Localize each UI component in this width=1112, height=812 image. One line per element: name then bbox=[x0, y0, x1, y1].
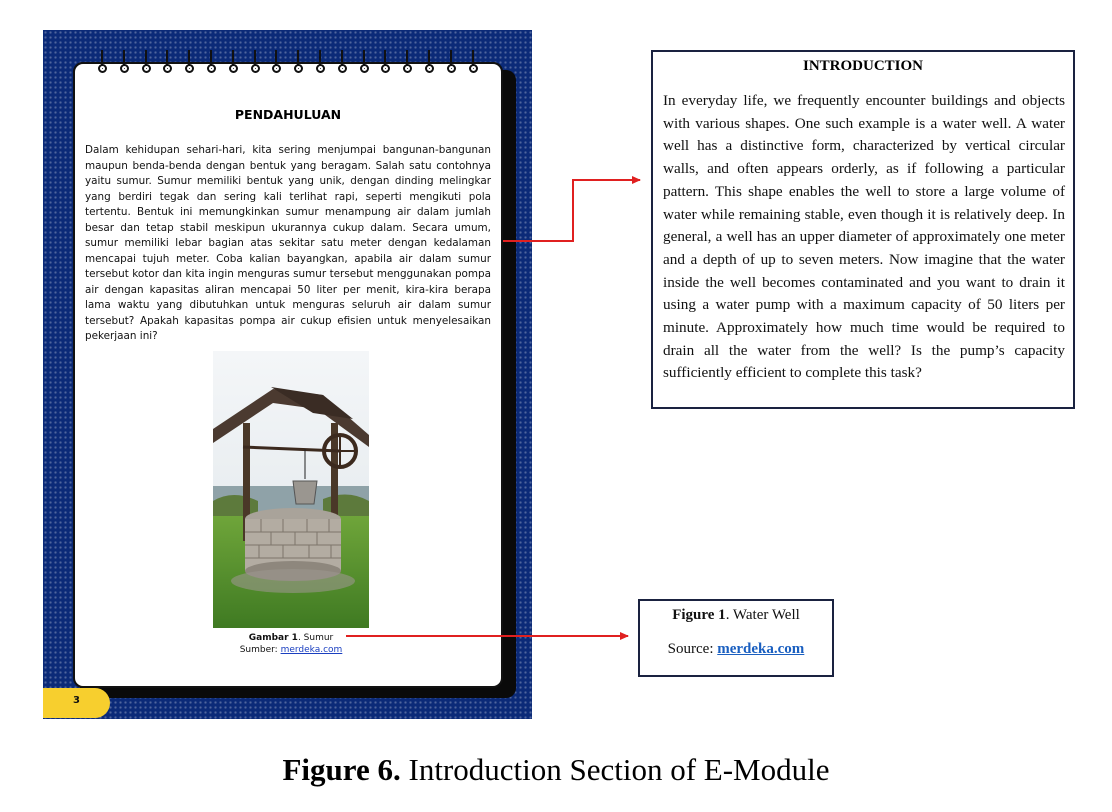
module-caption-label: Gambar 1 bbox=[248, 633, 298, 643]
translated-source-label: Source: bbox=[667, 641, 718, 657]
module-source-link[interactable]: merdeka.com bbox=[280, 645, 343, 655]
figure-title: Introduction Section of E-Module bbox=[400, 752, 830, 787]
module-title: PENDAHULUAN bbox=[234, 107, 342, 122]
translated-source-line bbox=[638, 641, 834, 658]
figure-number: Figure 6. bbox=[282, 752, 401, 787]
translated-source-link[interactable]: merdeka.com bbox=[717, 641, 805, 657]
translated-figure-caption bbox=[638, 607, 834, 624]
translated-figure-text: . Water Well bbox=[725, 607, 800, 623]
page-number: 3 bbox=[73, 695, 80, 706]
introduction-body: In everyday life, we frequently encounter buildings and objects with various shapes. One such example is a water well. A water well has a distinctive form, characterized by vertical circular walls, and often appears orderly, as if following a particular pattern. This shape enables the well to store a large volume of water while remaining stable, even though it is relatively deep. In general, a well has an upper diameter of approximately one meter and a depth of up to seven meters. Now imagine that the water inside the well becomes contaminated and you want to drain it using a water pump with a maximum capacity of 50 liters per minute. Approximately how much time would be required to drain all the water from the well? Is the pump’s capacity sufficiently efficient to complete this task? bbox=[663, 92, 1065, 382]
translated-figure-label: Figure 1 bbox=[672, 607, 726, 623]
module-source-label: Sumber: bbox=[239, 645, 281, 655]
module-caption-text: . Sumur bbox=[297, 633, 334, 643]
intro-arrow bbox=[503, 180, 640, 241]
introduction-title: INTRODUCTION bbox=[802, 58, 923, 74]
paper-figure-caption bbox=[0, 752, 1112, 788]
module-body-text: Dalam kehidupan sehari-hari, kita sering menjumpai bangunan-bangunan maupun benda-benda dengan bentuk yang beragam. Salah satu contohnya yaitu sumur. Sumur memiliki bentuk yang unik, dengan dinding melingkar yang berdiri tegak dan sering kali terlihat rapi, seperti mengikuti pola tertentu. Bentuk ini memungkinkan sumur menampung air dalam jumlah besar dan tetap stabil meskipun ukurannya cukup dalam. Secara umum, sumur memiliki lebar bagian atas sekitar satu meter dengan kedalaman mencapai tujuh meter. Coba kalian bayangkan, apabila air dalam sumur tersebut kotor dan kita ingin menguras sumur tersebut menggunakan pompa air dengan kapasitas aliran mencapai 50 liter per menit, kira-kira berapa lama waktu yang dibutuhkan untuk menguras seluruh air dalam sumur tersebut? Apakah kapasitas pompa air cukup efisien untuk menyelesaikan pekerjaan ini? bbox=[85, 144, 491, 342]
